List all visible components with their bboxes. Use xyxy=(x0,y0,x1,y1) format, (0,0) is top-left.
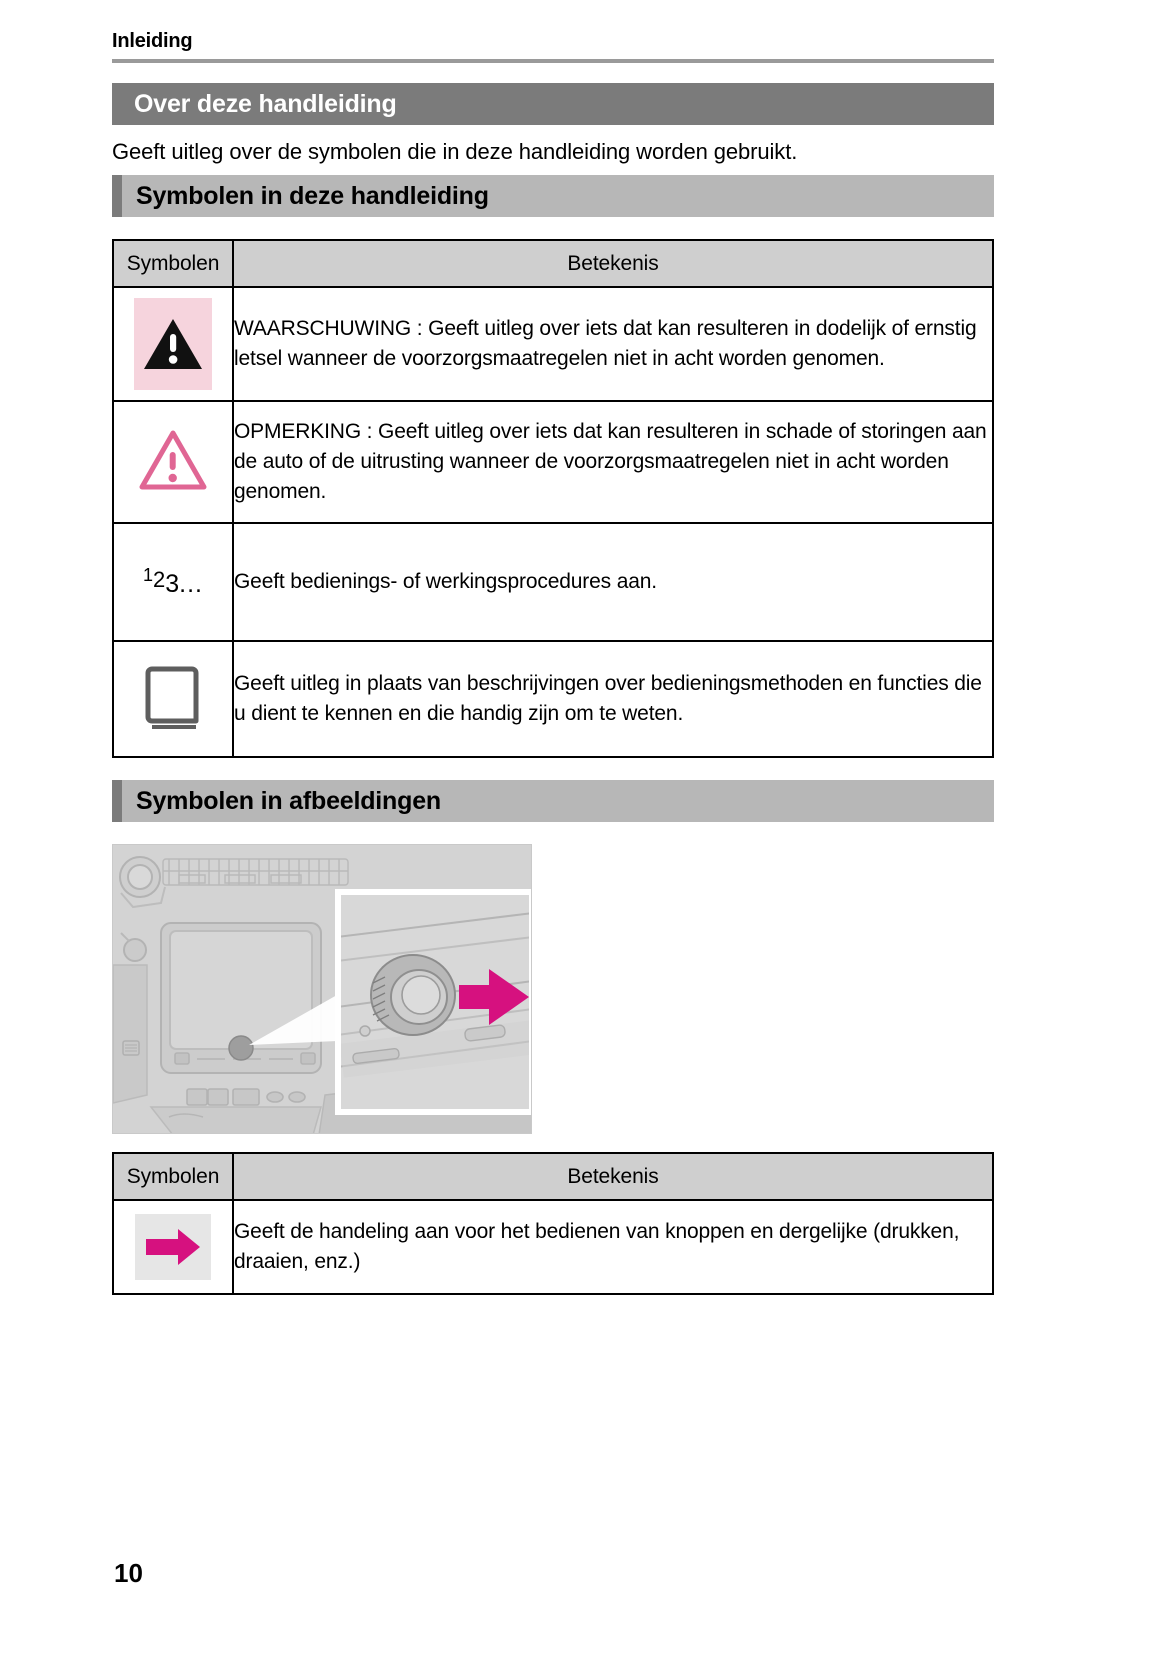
warning-triangle-icon xyxy=(134,298,212,390)
meaning-cell-arrow: Geeft de handeling aan voor het bedienen van knoppen en dergelijke (drukken, draaien, enz.) xyxy=(233,1200,993,1294)
header-rule xyxy=(112,59,994,63)
book-icon xyxy=(142,724,204,741)
column-header-meaning: Betekenis xyxy=(233,240,993,287)
subsection-title: Symbolen in afbeeldingen xyxy=(136,786,441,815)
section-header-bar xyxy=(112,83,994,125)
dashboard-center-console-illustration xyxy=(112,844,532,1134)
step-number-three: 3 xyxy=(165,570,180,598)
table-row xyxy=(113,523,993,641)
magenta-arrow-icon xyxy=(135,1214,211,1280)
symbol-cell-arrow xyxy=(113,1200,233,1294)
subsection-title: Symbolen in deze handleiding xyxy=(136,181,489,210)
table-row xyxy=(113,641,993,757)
subsection-header-symbols-figures xyxy=(112,780,994,822)
column-header-symbol: Symbolen xyxy=(113,1153,233,1200)
table-row xyxy=(113,1200,993,1294)
numbered-steps-icon xyxy=(143,565,203,599)
step-number-one: 1 xyxy=(142,565,153,585)
symbol-cell-steps xyxy=(113,523,233,641)
table-row xyxy=(113,401,993,523)
column-header-meaning: Betekenis xyxy=(233,1153,993,1200)
column-header-symbol: Symbolen xyxy=(113,240,233,287)
meaning-cell-book: Geeft uitleg in plaats van beschrijvingen over bedieningsmethoden en functies die u dient te kennen en die handig zijn om te weten. xyxy=(233,641,993,757)
symbol-cell-book xyxy=(113,641,233,757)
table-header-row xyxy=(113,1153,993,1200)
symbol-cell-warning xyxy=(113,287,233,401)
step-number-two: 2 xyxy=(153,567,166,592)
symbol-cell-notice xyxy=(113,401,233,523)
step-ellipsis: ... xyxy=(179,570,203,598)
page-number: 10 xyxy=(114,1558,143,1588)
meaning-cell-warning: WAARSCHUWING : Geeft uitleg over iets dat kan resulteren in dodelijk of ernstig letsel wanneer de voorzorgsmaatregelen niet in acht worden genomen. xyxy=(233,287,993,401)
notice-triangle-icon xyxy=(138,479,208,496)
running-header: Inleiding xyxy=(112,30,193,52)
symbols-figures-table xyxy=(112,1152,994,1295)
page-content xyxy=(112,30,994,1295)
table-header-row xyxy=(113,240,993,287)
section-title: Over deze handleiding xyxy=(134,89,397,118)
table-row xyxy=(113,287,993,401)
symbols-manual-table xyxy=(112,239,994,758)
meaning-cell-steps: Geeft bedienings- of werkingsprocedures aan. xyxy=(233,523,993,641)
meaning-cell-notice: OPMERKING : Geeft uitleg over iets dat kan resulteren in schade of storingen aan de auto of de uitrusting wanneer de voorzorgsmaatregelen niet in acht worden genomen. xyxy=(233,401,993,523)
subsection-header-symbols-manual xyxy=(112,175,994,217)
section-intro-text: Geeft uitleg over de symbolen die in deze handleiding worden gebruikt. xyxy=(112,139,798,164)
